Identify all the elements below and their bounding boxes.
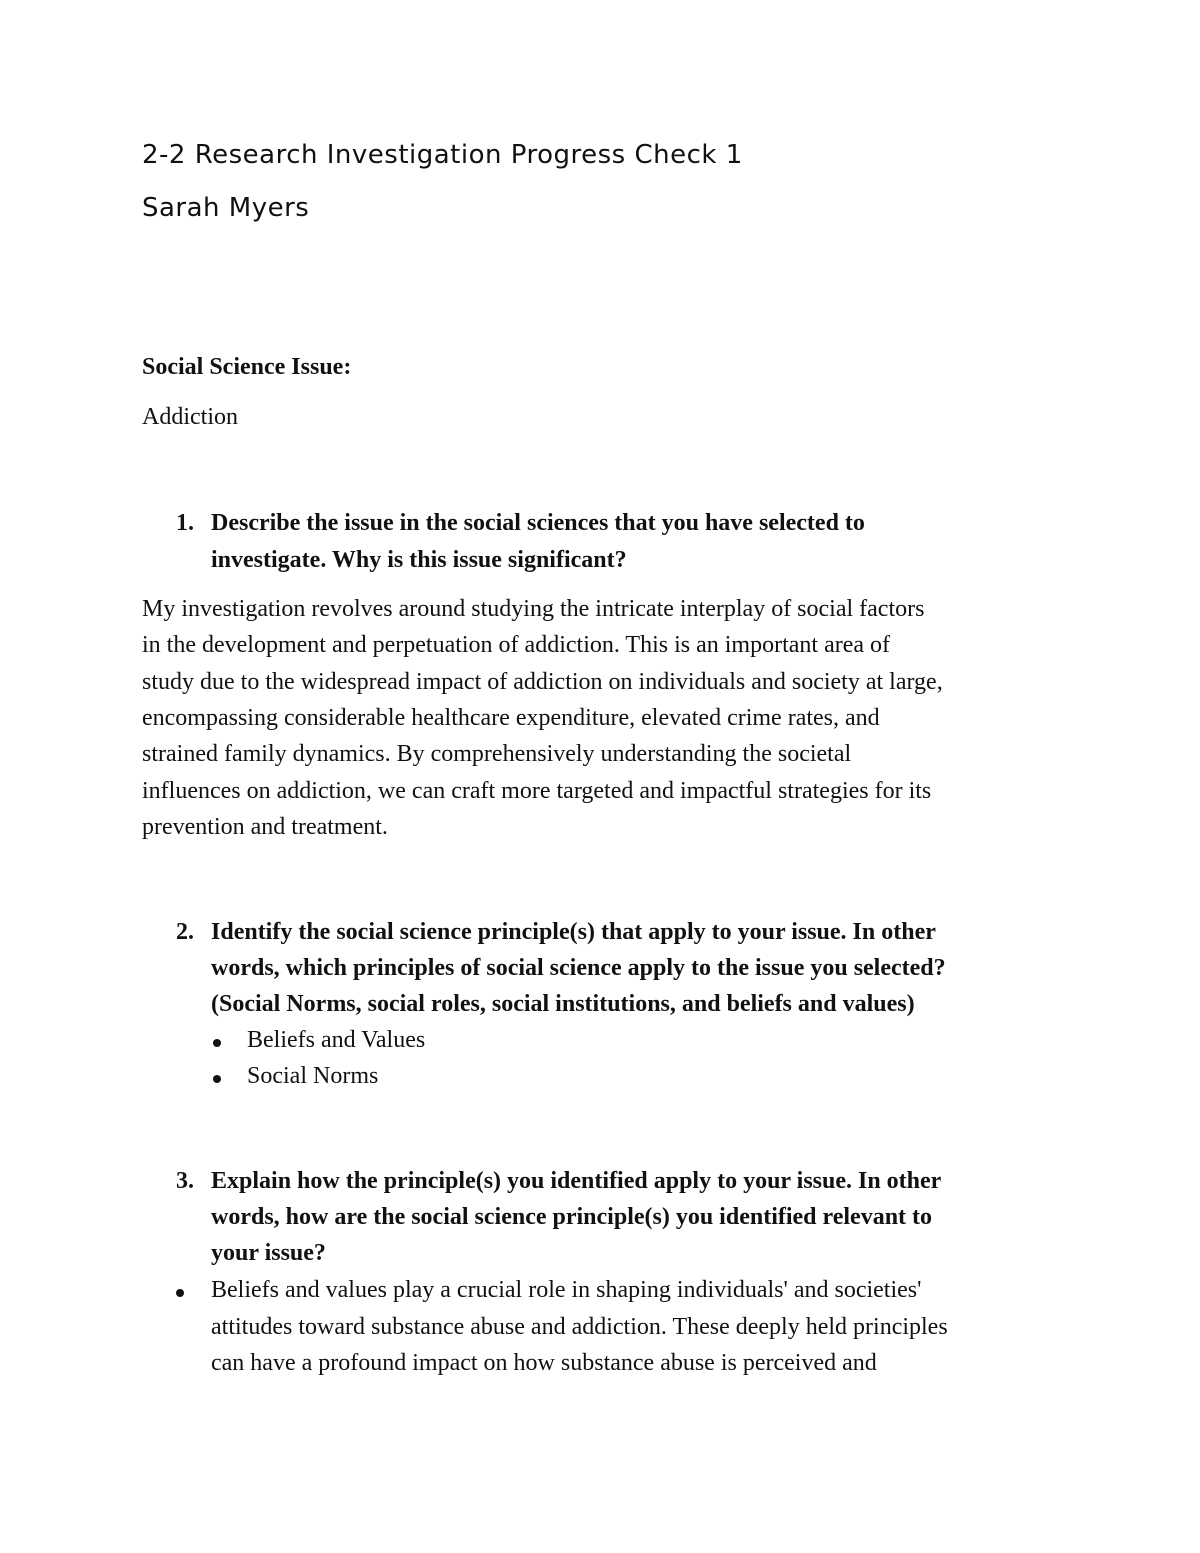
question-3-line: words, how are the social science principle(s) you identified relevant to — [211, 1204, 933, 1230]
question-3-line: Explain how the principle(s) you identified apply to your issue. In other — [211, 1168, 942, 1194]
answer-1-line: encompassing considerable healthcare expenditure, elevated crime rates, and — [142, 705, 880, 731]
question-3-number: 3. — [176, 1168, 194, 1194]
question-2-number: 2. — [176, 919, 194, 945]
answer-1-line: in the development and perpetuation of addiction. This is an important area of — [142, 632, 891, 658]
answer-1-line: influences on addiction, we can craft more targeted and impactful strategies for its — [142, 778, 932, 804]
bullet-icon — [213, 1039, 221, 1047]
bullet-icon — [176, 1289, 184, 1297]
question-1-line: investigate. Why is this issue significant? — [211, 547, 627, 573]
principle-bullet: Beliefs and Values — [247, 1027, 426, 1053]
issue-value: Addiction — [142, 404, 238, 430]
answer-1-line: strained family dynamics. By comprehensively understanding the societal — [142, 741, 852, 767]
question-3-line: your issue? — [211, 1240, 326, 1266]
answer-1-line: My investigation revolves around studying the intricate interplay of social factors — [142, 596, 925, 622]
principle-bullet: Social Norms — [247, 1063, 379, 1089]
answer-1-line: prevention and treatment. — [142, 814, 388, 840]
question-2-line: (Social Norms, social roles, social institutions, and beliefs and values) — [211, 991, 915, 1017]
answer-1-line: study due to the widespread impact of addiction on individuals and society at large, — [142, 669, 943, 695]
document-title: 2-2 Research Investigation Progress Check 1 — [142, 140, 743, 170]
question-2-line: Identify the social science principle(s) that apply to your issue. In other — [211, 919, 936, 945]
question-1-number: 1. — [176, 510, 194, 536]
answer-3-line: can have a profound impact on how substance abuse is perceived and — [211, 1350, 877, 1376]
answer-3-line: attitudes toward substance abuse and addiction. These deeply held principles — [211, 1314, 948, 1340]
question-1-line: Describe the issue in the social sciences that you have selected to — [211, 510, 865, 536]
issue-label: Social Science Issue: — [142, 354, 352, 380]
answer-3-line: Beliefs and values play a crucial role in shaping individuals' and societies' — [211, 1277, 922, 1303]
question-2-line: words, which principles of social science apply to the issue you selected? — [211, 955, 946, 981]
bullet-icon — [213, 1075, 221, 1083]
document-author: Sarah Myers — [142, 193, 310, 223]
